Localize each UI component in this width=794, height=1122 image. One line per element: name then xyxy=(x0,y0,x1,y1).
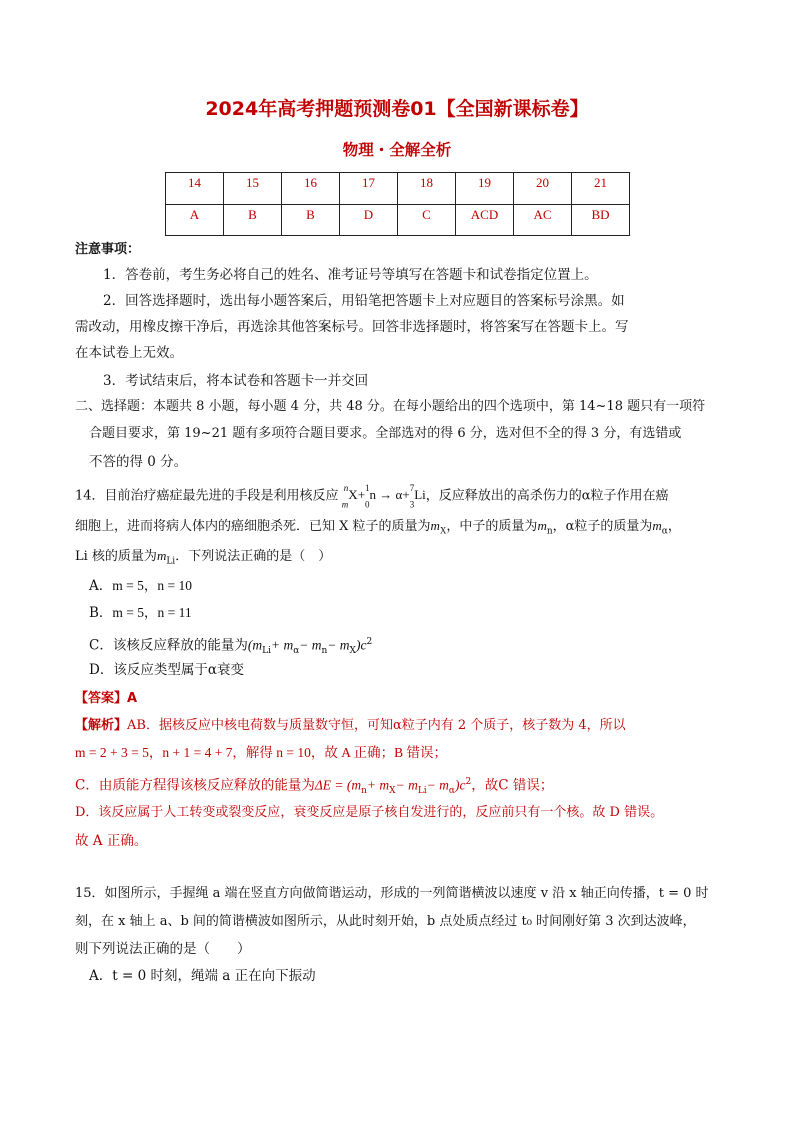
q14-analysis-line-4: D．该反应属于人工转变或裂变反应，衰变反应是原子核自发进行的，反应前只有一个核。故 D 错误。 xyxy=(75,805,664,820)
q14-analysis-eq5: )c xyxy=(454,777,466,793)
q14-answer: 【答案】A xyxy=(75,691,138,706)
q14-analysis-line-1-text: AB．据核反应中核电荷数与质量数守恒，可知α粒子内有 2 个质子，核子数为 4，所以 xyxy=(127,718,626,733)
q14-analysis-eq3: − m xyxy=(395,777,418,793)
answer-cell: C xyxy=(398,204,456,236)
q14-option-a xyxy=(89,577,192,595)
q14-line-2: 细胞上，进而将病人体内的癌细胞杀死．已知 X 粒子的质量为$m_X$，中子的质量为$m_n$，α粒子的质量为$m_\alpha$， xyxy=(75,518,681,537)
q14-eq-zero: 0 xyxy=(365,499,370,510)
question-number: 19 xyxy=(456,173,514,205)
notes-item-2-line-3: 在本试卷上无效。 xyxy=(75,345,183,361)
answer-table-answer-row xyxy=(166,204,630,236)
q14-analysis-line-3-a: C．由质能方程得该核反应释放的能量为 xyxy=(75,777,315,794)
q14-option-c-sub2: α xyxy=(293,646,300,657)
q14-eq-plus-2: + xyxy=(402,487,410,503)
q14-eq-seven: 7 xyxy=(409,483,415,493)
notes-item-1: 1．答卷前，考生务必将自己的姓名、准考证号等填写在答题卡和试卷指定位置上。 xyxy=(103,267,598,283)
answer-table-header-row xyxy=(166,173,630,205)
q14-option-c-eq4: − m xyxy=(327,637,350,653)
q14-mli-sub: Li xyxy=(166,556,176,567)
q14-line-2-b: ，中子的质量为 xyxy=(446,519,538,534)
q14-mn-sub: n xyxy=(546,526,553,537)
q14-analysis-line-3-b: ，故C 错误； xyxy=(471,777,554,794)
page-title: 2024年高考押题预测卷01【全国新课标卷】 xyxy=(205,98,589,120)
q14-option-b-label: B． xyxy=(89,605,113,621)
q14-option-c-sup: 2 xyxy=(366,637,373,647)
q14-eq-three: 3 xyxy=(409,499,415,510)
q14-analysis-sub3: Li xyxy=(417,786,427,797)
question-number: 16 xyxy=(282,173,340,205)
question-number: 17 xyxy=(340,173,398,205)
q14-eq-arrow: → xyxy=(379,487,393,503)
q14-option-c-eq3: − m xyxy=(299,637,322,653)
q14-stem-start: 14．目前治疗癌症最先进的手段是利用核反应 xyxy=(75,488,339,504)
question-number: 15 xyxy=(224,173,282,205)
answer-cell: A xyxy=(166,204,224,236)
notes-item-2-line-2: 需改动，用橡皮擦干净后，再选涂其他答案标号。回答非选择题时，将答案写在答题卡上。写 xyxy=(75,319,629,335)
q14-line-1 xyxy=(75,484,669,509)
q14-eq-x: X xyxy=(348,487,358,503)
q14-option-b-text: m = 5，n = 11 xyxy=(112,605,192,620)
q14-mn: m xyxy=(537,518,547,533)
notes-item-3: 3．考试结束后，将本试卷和答题卡一并交回 xyxy=(103,373,369,389)
q15-line-1: 15．如图所示，手握绳 a 端在竖直方向做简谐运动，形成的一列简谐横波以速度 v 沿 x 轴正向传播，t = 0 时 xyxy=(75,886,709,901)
q14-line-3-b: ．下列说法正确的是（ ） xyxy=(175,549,332,564)
q14-mli: m xyxy=(156,548,167,563)
q14-line-3-a: Li 核的质量为 xyxy=(75,549,157,564)
q14-mx: m xyxy=(430,518,440,533)
answer-cell: AC xyxy=(514,204,572,236)
q14-eq-plus: + xyxy=(357,487,366,503)
q14-option-c-sub4: X xyxy=(349,646,356,657)
q14-option-a-text: m = 5，n = 10 xyxy=(112,578,192,593)
answer-table xyxy=(165,172,630,236)
q14-option-c-sub1: Li xyxy=(262,646,271,657)
answer-cell: B xyxy=(224,204,282,236)
question-number: 18 xyxy=(398,173,456,205)
q14-eq-n: n xyxy=(343,483,349,493)
q14-option-d: D．该反应类型属于α衰变 xyxy=(89,662,244,678)
answer-cell: D xyxy=(340,204,398,236)
q14-mx-sub: X xyxy=(439,525,447,536)
q14-eq-li: Li xyxy=(414,487,426,503)
q14-ma: m xyxy=(652,518,662,533)
q14-analysis-line-1 xyxy=(75,717,626,735)
q15-line-3: 则下列说法正确的是（ ） xyxy=(75,941,251,957)
q14-analysis-sub4: α xyxy=(448,786,455,797)
q14-line-2-c: ，α粒子的质量为 xyxy=(552,519,653,534)
q14-option-c xyxy=(89,633,372,660)
question-number: 20 xyxy=(514,173,572,205)
q14-eq-m: m xyxy=(341,499,349,510)
q14-analysis-sub1: n xyxy=(361,786,367,797)
q14-analysis-eq2: + m xyxy=(366,777,390,793)
q14-analysis-line-2: m = 2 + 3 = 5，n + 1 = 4 + 7，解得 n = 10，故 A 正确；B 错误； xyxy=(75,745,448,760)
section-line-2: 合题目要求，第 19~21 题有多项符合题目要求。全部选对的得 6 分，选对但不全的得 3 分，有选错或 xyxy=(89,426,682,441)
q14-eq-one: 1 xyxy=(365,483,370,493)
q14-option-c-sub3: n xyxy=(321,646,328,657)
q14-equation xyxy=(339,483,426,510)
q14-analysis-line-3 xyxy=(75,773,553,800)
q14-analysis-eq1: ΔE = (m xyxy=(314,777,362,793)
q14-option-c-eq2: + m xyxy=(270,637,294,653)
q14-ma-sub: α xyxy=(661,526,668,537)
notes-item-2-line-1: 2．回答选择题时，选出每小题答案后，用铅笔把答题卡上对应题目的答案标号涂黑。如 xyxy=(103,293,625,309)
q14-option-c-eq5: )c xyxy=(355,637,367,653)
page-subtitle: 物理・全解全析 xyxy=(342,141,452,159)
question-number: 14 xyxy=(166,173,224,205)
q14-eq-alpha: α xyxy=(395,487,403,503)
notes-heading: 注意事项： xyxy=(75,242,141,257)
question-number: 21 xyxy=(572,173,630,205)
q14-analysis-sub2: X xyxy=(389,786,396,797)
section-line-3: 不答的得 0 分。 xyxy=(89,454,188,470)
q14-option-a-label: A． xyxy=(89,578,113,594)
answer-cell: ACD xyxy=(456,204,514,236)
answer-cell: B xyxy=(282,204,340,236)
q14-option-c-eq1: (m xyxy=(247,637,263,653)
q14-line-2-text: 细胞上，进而将病人体内的癌细胞杀死．已知 X 粒子的质量为 xyxy=(75,519,431,534)
q14-analysis-sup: 2 xyxy=(465,777,472,787)
q14-line-3 xyxy=(75,547,331,571)
section-line-1: 二、选择题：本题共 8 小题，每小题 4 分，共 48 分。在每小题给出的四个选项中，第 14~18 题只有一项符 xyxy=(75,399,706,414)
q14-stem-end: ，反应释放出的高杀伤力的α粒子作用在癌 xyxy=(425,488,669,504)
q14-analysis-label: 【解析】 xyxy=(75,718,128,733)
answer-cell: BD xyxy=(572,204,630,236)
q14-option-b xyxy=(89,604,192,622)
q14-option-c-label: C．该核反应释放的能量为 xyxy=(89,637,248,654)
q14-analysis-eq4: − m xyxy=(426,777,449,793)
q14-eq-neutron: n xyxy=(369,487,377,503)
q15-option-a: A．t = 0 时刻，绳端 a 正在向下振动 xyxy=(89,968,316,984)
q14-analysis-line-5: 故 A 正确。 xyxy=(75,833,148,849)
q15-line-2: 刻，在 x 轴上 a、b 间的简谐横波如图所示，从此时刻开始，b 点处质点经过 t₀ 时间刚好第 3 次到达波峰， xyxy=(75,914,696,929)
